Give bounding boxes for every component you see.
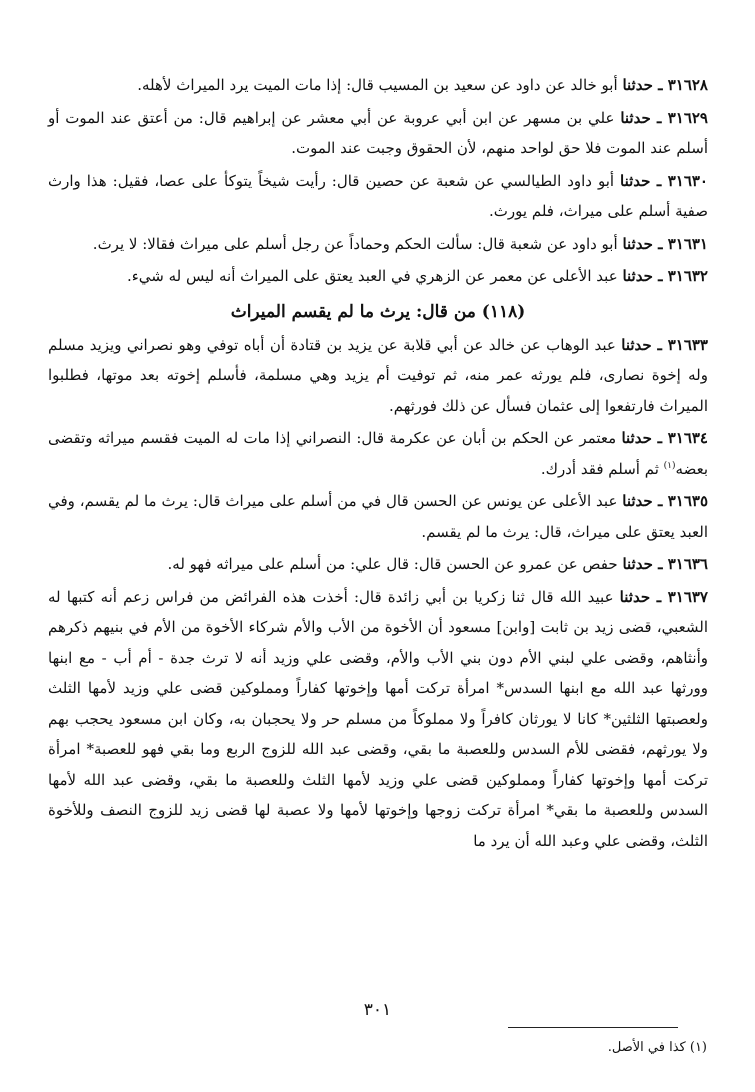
hadith-lead: حدثنا [620,171,651,190]
hadith-text: عبد الأعلى عن يونس عن الحسن قال في من أسلم على ميراث قال: يرث ما لم يقسم، وفي العبد يعتق على ميراث، قال: يرث ما لم يقسم. [48,492,708,541]
hadith-number: ٣١٦٢٩ [667,108,708,127]
hadith-number: ٣١٦٣٣ [667,335,708,354]
hadith-text: عبد الأعلى عن معمر عن الزهري في العبد يعتق على الميراث أنه ليس له شيء. [126,267,618,285]
hadith-text: عبد الوهاب عن خالد عن أبي قلابة عن يزيد بن قتادة أن أباه توفي وهو نصراني ويزيد مسلم وله إخوة نصارى، فلم يورثه عمر منه، ثم توفيت أم يزيد وهي مسلمة، فأسلم إخوته بعد موتها، فطلبوا الميراث فارتفعوا إلى عثمان فسأل عن ذلك فورثهم. [48,335,708,415]
hadith-text: حفص عن عمرو عن الحسن قال: قال علي: من أسلم على ميراثه فهو له. [167,555,618,573]
hadith-number: ٣١٦٣٠ [667,171,708,190]
hadith-lead: حدثنا [622,267,653,285]
hadith-number: ٣١٦٣٦ [667,555,708,573]
hadith-lead: حدثنا [622,555,653,573]
hadith-lead: حدثنا [620,108,651,127]
hadith-lead: حدثنا [621,335,652,354]
hadith-number: ٣١٦٣٥ [667,492,709,510]
hadith-entry: ٣١٦٢٩ ـ حدثنا علي بن مسهر عن ابن أبي عروبة عن أبي معشر عن إبراهيم قال: من أعتق عند الموت أو أسلم عند الموت فلا حق لواحد منهم، لأن الحقوق وجبت عند الموت. [48,108,708,157]
hadith-lead: حدثنا [621,429,652,447]
hadith-text: معتمر عن الحكم بن أبان عن عكرمة قال: النصراني إذا مات له الميت فقسم ميراثه وتقضى بعضه [48,429,708,478]
page-number: ٣٠١ [363,1000,392,1020]
hadith-entry: ٣١٦٣٠ ـ حدثنا أبو داود الطيالسي عن شعبة عن حصين قال: رأيت شيخاً يتوكأ على عصا، فقيل: هذا وارث صفية أسلم على ميراث، فلم يورث. [48,171,708,220]
hadith-text: أبو داود عن شعبة قال: سألت الحكم وحماداً عن رجل أسلم على ميراث فقالا: لا يرث. [92,234,618,253]
hadith-entry: ٣١٦٣٤ ـ حدثنا معتمر عن الحكم بن أبان عن عكرمة قال: النصراني إذا مات له الميت فقسم ميراثه وتقضى بعضه$^{(١)}$ ثم أسلم فقد أدرك. [48,429,708,478]
hadith-number: ٣١٦٣٧ [667,587,708,606]
hadith-entry: ٣١٦٣٣ ـ حدثنا عبد الوهاب عن خالد عن أبي قلابة عن يزيد بن قتادة أن أباه توفي وهو نصراني ويزيد مسلم وله إخوة نصارى، فلم يورثه عمر منه، ثم توفيت أم يزيد وهي مسلمة، فأسلم إخوته بعد موتها، فطلبوا الميراث فارتفعوا إلى عثمان فسأل عن ذلك فورثهم. [48,335,708,415]
hadith-text: أبو خالد عن داود عن سعيد بن المسيب قال: إذا مات الميت يرد الميراث لأهله. [137,76,618,94]
hadith-number: ٣١٦٣٤ [667,429,708,447]
page-body [48,70,708,856]
footnote-marker[interactable]: (١) [663,460,676,471]
hadith-lead: حدثنا [622,76,653,94]
hadith-number: ٣١٦٢٨ [667,76,708,94]
hadith-number: ٣١٦٣١ [667,234,708,253]
chapter-heading: (١١٨) من قال: يرث ما لم يقسم الميراث [230,301,526,322]
hadith-text: علي بن مسهر عن ابن أبي عروبة عن أبي معشر عن إبراهيم قال: من أعتق عند الموت أو أسلم عند الموت فلا حق لواحد منهم، لأن الحقوق وجبت عند الموت. [48,108,708,157]
hadith-entry: ٣١٦٣٢ ـ حدثنا عبد الأعلى عن معمر عن الزهري في العبد يعتق على الميراث أنه ليس له شيء. [126,267,708,285]
hadith-text-continued: ثم أسلم فقد أدرك. [540,459,664,478]
hadith-lead: حدثنا [622,234,653,253]
hadith-text: عبيد الله قال ثنا زكريا بن أبي زائدة قال: أخذت هذه الفرائض من فراس زعم أنه كتبها له الشعبي، قضى زيد بن ثابت [وابن] مسعود أن الأخوة من الأب والأم شركاء الأخوة من الأم في بنيهم ذكرهم وأنثاهم، وقضى علي لبني الأم دون بني الأب والأم، وقضى علي وزيد أنه لا ترث جدة - أم أب - مع ابنها وورثها عبد الله مع ابنها السدس* امرأة تركت أمها وإخوتها كفاراً ومملوكين قضى علي وزيد لأمها الثلث ولعصبتها الثلثين* كانا لا يورثان كافراً ولا مملوكاً من مسلم حر ولا يحجبان به، وكان ابن مسعود يحجب بهم ولا يورثهم، فقضى للأم السدس وللعصبة ما بقي، وقضى عبد الله للزوج الربع وما بقي فهو للعصبة* امرأة تركت أمها وإخوتها كفاراً ومملوكين قضى علي وزيد لأمها الثلث وللعصبة ما بقي، وقضى عبد الله لأمها السدس وللعصبة ما بقي* امرأة تركت زوجها وإخوتها لأمها ولا عصبة لها قضى زيد للزوج النصف وللأخوة الثلث، وقضى علي وعبد الله أن يرد ما [48,587,708,850]
hadith-entry: ٣١٦٣٧ ـ حدثنا عبيد الله قال ثنا زكريا بن أبي زائدة قال: أخذت هذه الفرائض من فراس زعم أنه كتبها له الشعبي، قضى زيد بن ثابت [وابن] مسعود أن الأخوة من الأب والأم شركاء الأخوة من الأم في بنيهم ذكرهم وأنثاهم، وقضى علي لبني الأم دون بني الأب والأم، وقضى علي وزيد أنه لا ترث جدة - أم أب - مع ابنها وورثها عبد الله مع ابنها السدس* امرأة تركت أمها وإخوتها كفاراً ومملوكين قضى علي وزيد لأمها الثلث ولعصبتها الثلثين* كانا لا يورثان كافراً ولا مملوكاً من مسلم حر ولا يحجبان به، وكان ابن مسعود يحجب بهم ولا يورثهم، فقضى للأم السدس وللعصبة ما بقي، وقضى عبد الله للزوج الربع وما بقي فهو للعصبة* امرأة تركت أمها وإخوتها كفاراً ومملوكين قضى علي وزيد لأمها الثلث وللعصبة ما بقي، وقضى عبد الله لأمها السدس وللعصبة ما بقي* امرأة تركت زوجها وإخوتها لأمها ولا عصبة لها قضى زيد للزوج النصف وللأخوة الثلث، وقضى علي وعبد الله أن يرد ما [48,587,708,850]
hadith-entry: ٣١٦٢٨ ـ حدثنا أبو خالد عن داود عن سعيد بن المسيب قال: إذا مات الميت يرد الميراث لأهله. [137,76,708,94]
hadith-entry: ٣١٦٣٥ ـ حدثنا عبد الأعلى عن يونس عن الحسن قال في من أسلم على ميراث قال: يرث ما لم يقسم، وفي العبد يعتق على ميراث، قال: يرث ما لم يقسم. [48,492,709,541]
footnote: (١) كذا في الأصل. [607,1040,707,1055]
hadith-entry: ٣١٦٣٦ ـ حدثنا حفص عن عمرو عن الحسن قال: قال علي: من أسلم على ميراثه فهو له. [167,555,708,573]
hadith-lead: حدثنا [619,587,651,606]
hadith-number: ٣١٦٣٢ [667,267,708,285]
hadith-entry: ٣١٦٣١ ـ حدثنا أبو داود عن شعبة قال: سألت الحكم وحماداً عن رجل أسلم على ميراث فقالا: لا يرث. [92,234,708,253]
footnote-divider [508,1027,678,1028]
hadith-text: أبو داود الطيالسي عن شعبة عن حصين قال: رأيت شيخاً يتوكأ على عصا، فقيل: هذا وارث صفية أسلم على ميراث، فلم يورث. [48,171,708,220]
hadith-lead: حدثنا [622,492,653,510]
